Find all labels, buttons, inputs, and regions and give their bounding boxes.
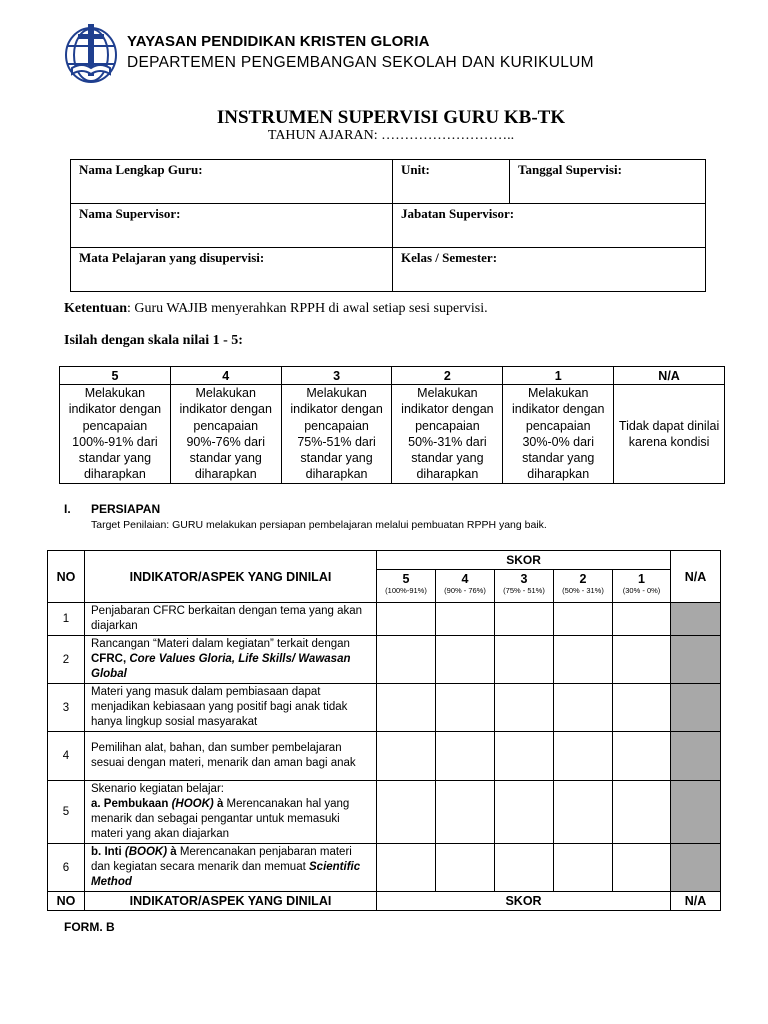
na-cell <box>671 732 721 781</box>
score-cell-1[interactable] <box>613 732 671 781</box>
score-cell-2[interactable] <box>554 732 613 781</box>
rules-text <box>64 301 488 317</box>
score-cell-1[interactable] <box>613 844 671 892</box>
table-row <box>48 636 721 684</box>
score-header-3: 3 (75% - 51%) <box>495 570 554 603</box>
scale-desc-na: Tidak dapat dinilai karena kondisi <box>614 385 725 484</box>
row-indicator: Materi yang masuk dalam pembiasaan dapat menjadikan kebiasaan yang positif bagi anak tidak hanya lingkup sosial masyarakat <box>85 684 377 732</box>
score-cell-3[interactable] <box>495 636 554 684</box>
class-semester-field[interactable]: Kelas / Semester: <box>393 248 706 292</box>
score-cell-1[interactable] <box>613 636 671 684</box>
score-cell-5[interactable] <box>377 684 436 732</box>
cross-book-globe-icon <box>64 22 118 84</box>
subject-field[interactable]: Mata Pelajaran yang disupervisi: <box>71 248 393 292</box>
col-no-header: NO <box>48 551 85 603</box>
col-na-header: N/A <box>671 551 721 603</box>
row-indicator: Rancangan “Materi dalam kegiatan” terkait dengan CFRC, Core Values Gloria, Life Skills/ Wawasan Global <box>85 636 377 684</box>
table-row <box>48 781 721 844</box>
score-cell-5[interactable] <box>377 781 436 844</box>
row-number: 3 <box>48 684 85 732</box>
score-header-1: 1 (30% - 0%) <box>613 570 671 603</box>
table-row <box>48 603 721 636</box>
score-cell-5[interactable] <box>377 732 436 781</box>
row-indicator: Pemilihan alat, bahan, dan sumber pembelajaran sesuai dengan materi, menarik dan aman bagi anak <box>85 732 377 781</box>
row-number: 2 <box>48 636 85 684</box>
scale-header-3: 3 <box>281 367 392 385</box>
department-name: DEPARTEMEN PENGEMBANGAN SEKOLAH DAN KURIKULUM <box>127 54 594 71</box>
score-header-2: 2 (50% - 31%) <box>554 570 613 603</box>
footer-indicator: INDIKATOR/ASPEK YANG DINILAI <box>85 892 377 911</box>
score-cell-2[interactable] <box>554 603 613 636</box>
score-header-5: 5 (100%-91%) <box>377 570 436 603</box>
academic-year: TAHUN AJARAN: ……………………….. <box>267 128 515 143</box>
scale-desc-2: Melakukan indikator dengan pencapaian 50%-31% dari standar yang diharapkan <box>392 385 503 484</box>
score-header-4: 4 (90% - 76%) <box>436 570 495 603</box>
document-title: INSTRUMEN SUPERVISI GURU KB-TK <box>216 107 566 128</box>
score-cell-1[interactable] <box>613 684 671 732</box>
section-target: Target Penilaian: GURU melakukan persiapan pembelajaran melalui pembuatan RPPH yang baik. <box>91 519 547 531</box>
table-row <box>48 844 721 892</box>
teacher-name-field[interactable]: Nama Lengkap Guru: <box>71 160 393 204</box>
na-cell <box>671 684 721 732</box>
scale-desc-4: Melakukan indikator dengan pencapaian 90%-76% dari standar yang diharapkan <box>170 385 281 484</box>
score-cell-4[interactable] <box>436 603 495 636</box>
score-cell-2[interactable] <box>554 684 613 732</box>
col-skor-header: SKOR <box>377 551 671 570</box>
row-number: 5 <box>48 781 85 844</box>
section-title: PERSIAPAN <box>91 502 161 516</box>
scale-instruction: Isilah dengan skala nilai 1 - 5: <box>64 333 243 348</box>
supervisor-position-field[interactable]: Jabatan Supervisor: <box>393 204 706 248</box>
row-indicator: Skenario kegiatan belajar: a. Pembukaan (HOOK) à Merencanakan hal yang menarik dan sebagai pengantar untuk memasuki materi yang akan diajarkan <box>85 781 377 844</box>
scale-header-1: 1 <box>503 367 614 385</box>
score-cell-1[interactable] <box>613 781 671 844</box>
score-cell-4[interactable] <box>436 684 495 732</box>
footer-skor: SKOR <box>377 892 671 911</box>
table-footer-row <box>48 892 721 911</box>
scale-header-2: 2 <box>392 367 503 385</box>
score-cell-3[interactable] <box>495 781 554 844</box>
scale-desc-5: Melakukan indikator dengan pencapaian 100%-91% dari standar yang diharapkan <box>60 385 171 484</box>
na-cell <box>671 636 721 684</box>
supervisor-name-field[interactable]: Nama Supervisor: <box>71 204 393 248</box>
score-cell-4[interactable] <box>436 636 495 684</box>
unit-field[interactable]: Unit: <box>393 160 510 204</box>
teacher-info-table <box>70 159 706 292</box>
col-indicator-header: INDIKATOR/ASPEK YANG DINILAI <box>85 551 377 603</box>
score-cell-5[interactable] <box>377 844 436 892</box>
row-number: 4 <box>48 732 85 781</box>
na-cell <box>671 781 721 844</box>
score-cell-5[interactable] <box>377 603 436 636</box>
score-cell-2[interactable] <box>554 636 613 684</box>
rating-scale-table <box>59 366 725 484</box>
scale-desc-1: Melakukan indikator dengan pencapaian 30%-0% dari standar yang diharapkan <box>503 385 614 484</box>
score-cell-3[interactable] <box>495 684 554 732</box>
scale-header-4: 4 <box>170 367 281 385</box>
score-cell-4[interactable] <box>436 781 495 844</box>
section-number: I. <box>64 502 71 516</box>
row-indicator: b. Inti (BOOK) à Merencanakan penjabaran materi dan kegiatan secara menarik dan memuat Scientific Method <box>85 844 377 892</box>
footer-no: NO <box>48 892 85 911</box>
assessment-table <box>47 550 721 911</box>
score-cell-1[interactable] <box>613 603 671 636</box>
table-row <box>48 684 721 732</box>
score-cell-2[interactable] <box>554 781 613 844</box>
rules-body: : Guru WAJIB menyerahkan RPPH di awal setiap sesi supervisi. <box>127 301 488 316</box>
score-cell-4[interactable] <box>436 732 495 781</box>
na-cell <box>671 603 721 636</box>
score-cell-4[interactable] <box>436 844 495 892</box>
score-cell-3[interactable] <box>495 732 554 781</box>
supervision-date-field[interactable]: Tanggal Supervisi: <box>510 160 706 204</box>
score-cell-3[interactable] <box>495 844 554 892</box>
na-cell <box>671 844 721 892</box>
score-cell-3[interactable] <box>495 603 554 636</box>
scale-header-na: N/A <box>614 367 725 385</box>
score-cell-2[interactable] <box>554 844 613 892</box>
organization-logo <box>64 22 118 84</box>
row-indicator: Penjabaran CFRC berkaitan dengan tema yang akan diajarkan <box>85 603 377 636</box>
rules-label: Ketentuan <box>64 301 127 316</box>
org-name: YAYASAN PENDIDIKAN KRISTEN GLORIA <box>127 33 430 50</box>
scale-desc-3: Melakukan indikator dengan pencapaian 75%-51% dari standar yang diharapkan <box>281 385 392 484</box>
scale-header-5: 5 <box>60 367 171 385</box>
row-number: 6 <box>48 844 85 892</box>
footer-na: N/A <box>671 892 721 911</box>
score-cell-5[interactable] <box>377 636 436 684</box>
row-number: 1 <box>48 603 85 636</box>
form-label: FORM. B <box>64 920 115 934</box>
table-row <box>48 732 721 781</box>
